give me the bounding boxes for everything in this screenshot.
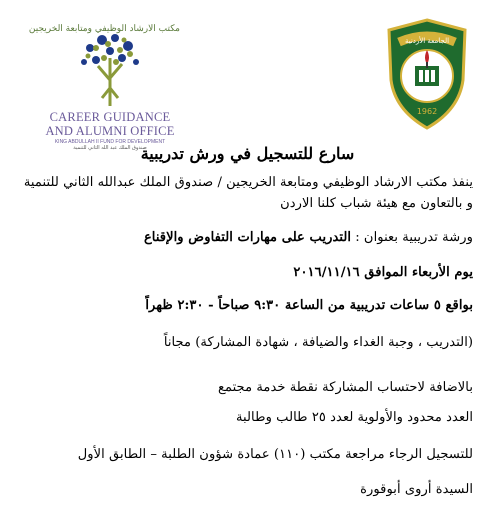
contact-name: السيدة أروى أبوقورة xyxy=(360,482,473,497)
shield-year: 1962 xyxy=(416,107,438,116)
tree-icon xyxy=(60,18,160,108)
logo-fund-en: KING ABDULLAH II FUND FOR DEVELOPMENT xyxy=(54,139,166,145)
workshop-hours: بواقع ٥ ساعات تدريبية من الساعة ٩:٣٠ صباحاً - ٢:٣٠ ظهراً xyxy=(145,298,473,313)
intro-line-2: و بالتعاون مع هيئة شباب كلنا الاردن xyxy=(280,196,473,211)
intro-line-1: ينفذ مكتب الارشاد الوظيفي ومتابعة الخريجين / صندوق الملك عبدالله الثاني للتنمية xyxy=(23,175,473,190)
workshop-date: يوم الأربعاء الموافق ٢٠١٦/١١/١٦ xyxy=(293,265,473,280)
shield-banner-text: الجامعة الأردنية xyxy=(404,37,450,45)
logo-name-line2: AND ALUMNI OFFICE xyxy=(45,124,175,138)
university-logo xyxy=(385,18,469,130)
career-guidance-logo xyxy=(28,18,180,151)
seat-limit: العدد محدود والأولوية لعدد ٢٥ طالب وطالبة xyxy=(235,410,473,425)
logo-name-line1: CAREER GUIDANCE xyxy=(49,110,171,124)
workshop-benefits: (التدريب ، وجبة الغداء والضيافة ، شهادة المشاركة) مجاناً xyxy=(163,335,473,350)
workshop-title: التدريب على مهارات التفاوض والإقناع xyxy=(143,230,352,245)
university-shield-icon xyxy=(385,18,469,130)
logo-arabic-arc: مكتب الارشاد الوظيفي ومتابعة الخريجين xyxy=(28,24,180,34)
registration-info: للتسجيل الرجاء مراجعة مكتب (١١٠) عمادة شؤون الطلبة – الطابق الأول xyxy=(77,447,473,462)
page-title: سارع للتسجيل في ورش تدريبية xyxy=(140,144,355,163)
workshop-prefix: ورشة تدريبية بعنوان : xyxy=(351,230,473,245)
logo-fund-ar: صندوق الملك عبد الله الثاني للتنمية xyxy=(73,145,147,151)
workshop-line xyxy=(22,229,473,247)
community-note: بالاضافة لاحتساب المشاركة نقطة خدمة مجتمع xyxy=(217,380,473,395)
